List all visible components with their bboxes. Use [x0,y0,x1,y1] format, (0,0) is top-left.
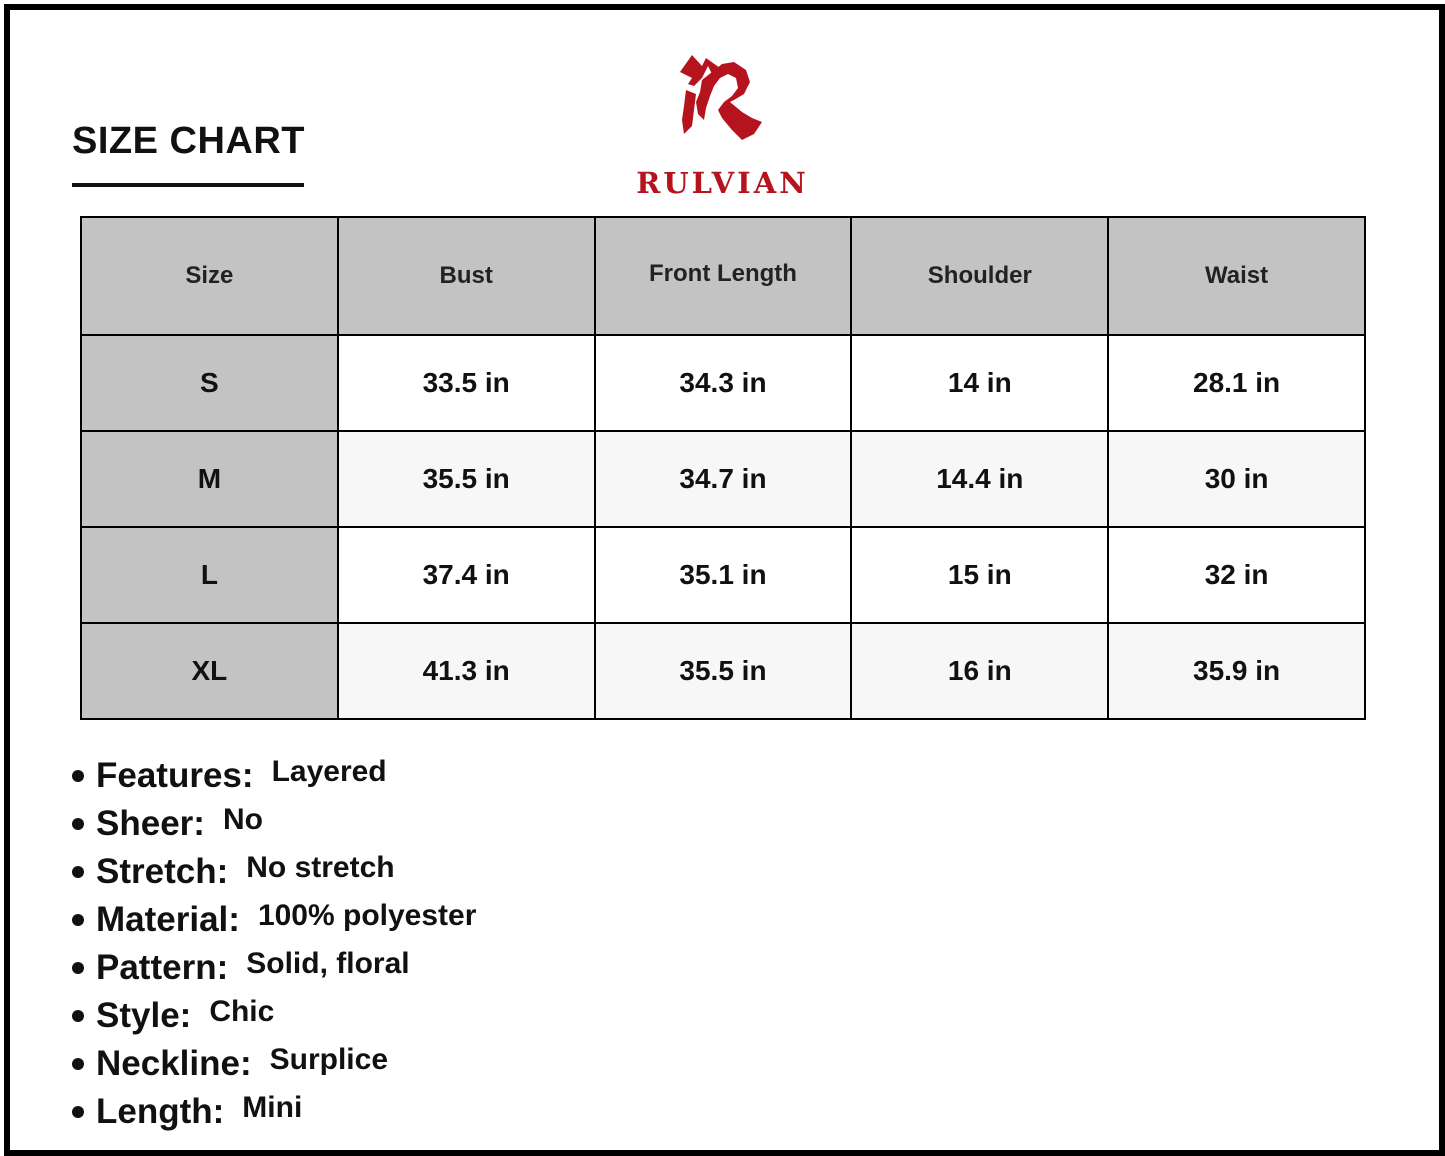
bullet-icon [72,770,84,782]
size-cell: XL [81,623,338,719]
feature-list [72,752,476,1136]
shoulder-cell: 14 in [851,335,1108,431]
bullet-icon [72,914,84,926]
feature-label: Style: [96,996,192,1035]
feature-label: Sheer: [96,804,205,843]
bullet-icon [72,1106,84,1118]
bullet-icon [72,866,84,878]
list-item [72,944,476,992]
waist-cell: 30 in [1108,431,1365,527]
shoulder-cell: 16 in [851,623,1108,719]
waist-cell: 32 in [1108,527,1365,623]
feature-value: No stretch [246,851,395,884]
feature-label: Length: [96,1092,225,1131]
feature-label: Material: [96,900,240,939]
bullet-icon [72,962,84,974]
table-row [81,623,1365,719]
list-item [72,1040,476,1088]
feature-value: Surplice [269,1043,388,1076]
list-item [72,752,476,800]
size-cell: L [81,527,338,623]
rulvian-r-logo-icon [672,50,772,160]
feature-value: Solid, floral [246,947,410,980]
feature-value: Layered [271,755,387,788]
table-row [81,335,1365,431]
list-item [72,896,476,944]
feature-label: Features: [96,756,254,795]
column-header-shoulder: Shoulder [851,217,1108,335]
column-header-bust: Bust [338,217,595,335]
table-row [81,431,1365,527]
feature-value: Mini [242,1091,303,1124]
shoulder-cell: 15 in [851,527,1108,623]
bullet-icon [72,818,84,830]
list-item [72,800,476,848]
shoulder-cell: 14.4 in [851,431,1108,527]
table-header-row [81,217,1365,335]
feature-label: Neckline: [96,1044,252,1083]
feature-value: 100% polyester [257,899,477,932]
front-length-cell: 34.3 in [595,335,852,431]
front-length-cell: 34.7 in [595,431,852,527]
bust-cell: 33.5 in [338,335,595,431]
feature-value: Chic [209,995,275,1028]
size-cell: M [81,431,338,527]
title-underline [72,183,304,187]
list-item [72,848,476,896]
page-title: SIZE CHART [72,120,305,162]
bullet-icon [72,1058,84,1070]
column-header-front-length: Front Length [595,217,852,335]
brand-name: RULVIAN [636,166,809,200]
waist-cell: 35.9 in [1108,623,1365,719]
front-length-cell: 35.1 in [595,527,852,623]
list-item [72,1088,476,1136]
size-chart-table [80,216,1366,720]
bust-cell: 35.5 in [338,431,595,527]
feature-label: Stretch: [96,852,229,891]
feature-label: Pattern: [96,948,229,987]
list-item [72,992,476,1040]
bust-cell: 41.3 in [338,623,595,719]
feature-value: No [222,803,263,836]
column-header-waist: Waist [1108,217,1365,335]
table-row [81,527,1365,623]
bullet-icon [72,1010,84,1022]
column-header-size: Size [81,217,338,335]
bust-cell: 37.4 in [338,527,595,623]
brand-logo [620,50,825,200]
front-length-cell: 35.5 in [595,623,852,719]
size-cell: S [81,335,338,431]
waist-cell: 28.1 in [1108,335,1365,431]
